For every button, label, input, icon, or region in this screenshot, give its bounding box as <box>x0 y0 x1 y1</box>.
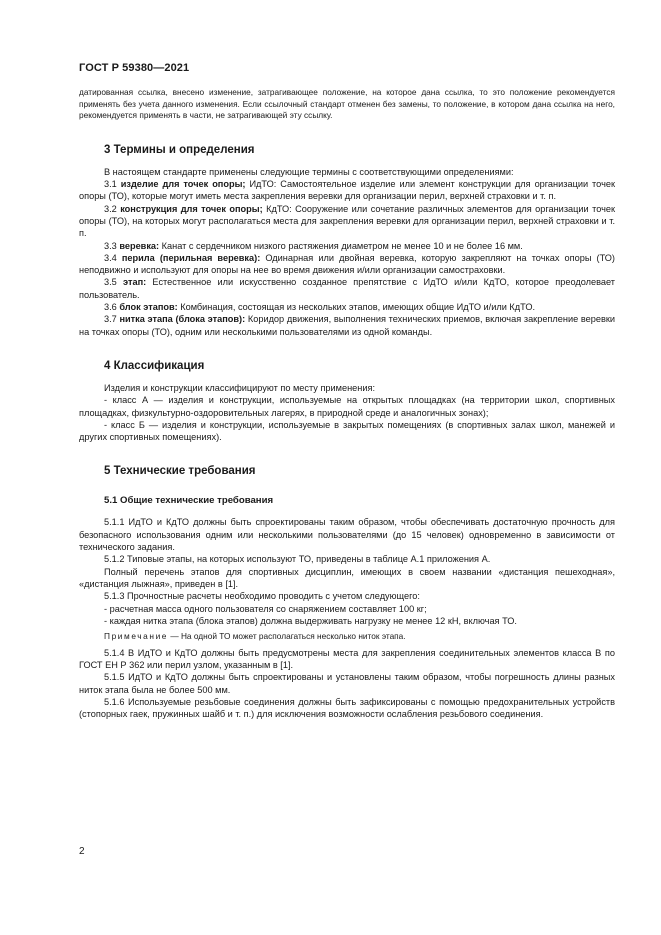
term-text: Естественное или искусственно созданное препятствие с ИдТО и/или КдТО, которое преодолевает пользователь. <box>79 277 615 300</box>
term-name: конструкция для точек опоры; <box>120 203 263 214</box>
term-name: блок этапов: <box>119 302 178 313</box>
term-number: 3.5 <box>104 277 124 288</box>
section-5-title: 5 Технические требования <box>104 465 256 478</box>
note-label: Примечание <box>104 631 169 642</box>
section-4-intro: Изделия и конструкции классифицируют по месту применения: <box>104 382 376 393</box>
term-name: этап: <box>123 277 147 288</box>
clause-5-1-6: 5.1.6 Используемые резьбовые соединения должны быть зафиксированы с помощью предохранительных устройств (стопорных гаек, пружинных шайб и т. п.) для исключения возможности ослабления резьбового соединения. <box>79 696 615 720</box>
term-number: 3.1 <box>104 179 121 190</box>
term-definition <box>79 203 615 240</box>
term-number: 3.2 <box>104 203 121 214</box>
note <box>79 631 615 643</box>
term-definition <box>79 240 615 252</box>
term-name: веревка: <box>119 240 160 251</box>
section-3-intro: В настоящем стандарте применены следующие термины с соответствующими определениями: <box>104 166 514 177</box>
clause-5-1-1: 5.1.1 ИдТО и КдТО должны быть спроектированы таким образом, чтобы обеспечивать достаточную прочность для безопасного использования одним или несколькими пользователями (до 15 человек) одновременно в зависимости от технического задания. <box>79 517 615 553</box>
term-number: 3.7 <box>104 314 120 325</box>
term-definition <box>79 178 615 203</box>
term-definition <box>79 252 615 277</box>
page-number: 2 <box>79 846 85 857</box>
term-text: Комбинация, состоящая из нескольких этапов, имеющих общие ИдТО и/или КдТО. <box>177 302 536 313</box>
term-text: Канат с сердечником низкого растяжения диаметром не менее 10 и не более 16 мм. <box>159 240 523 251</box>
requirement-item: - каждая нитка этапа (блока этапов) должна выдерживать нагрузку не менее 12 кН, включая ТО. <box>104 615 517 626</box>
term-number: 3.4 <box>104 252 122 263</box>
term-text: ИдТО: Самостоятельное изделие или элемент конструкции для организации точек опоры (ТО), которые могут иметь места закрепления веревки для организации перил, верхней страховки и т. п. <box>79 179 615 202</box>
term-number: 3.6 <box>104 302 120 313</box>
clause-5-1-3: 5.1.3 Прочностные расчеты необходимо проводить с учетом следующего: <box>104 591 420 602</box>
section-3-title: 3 Термины и определения <box>104 143 255 156</box>
clause-5-1-4: 5.1.4 В ИдТО и КдТО должны быть предусмотрены места для закрепления соединительных элементов класса В по ГОСТ ЕН Р 362 или перил узлом, указанным в [1]. <box>79 647 615 670</box>
term-text: Одинарная или двойная веревка, которую закрепляют на точках опоры (ТО) неподвижно и используют для опоры на нее во время движения и/или организации самостраховки. <box>79 252 615 276</box>
term-definition <box>79 276 615 301</box>
class-item: - класс Б — изделия и конструкции, используемые в закрытых помещениях (в спортивных залах школ, манежей и других спортивных помещениях). <box>79 419 615 443</box>
term-name: перила (перильная веревка): <box>121 252 261 263</box>
term-number: 3.3 <box>104 240 120 251</box>
term-name: изделие для точек опоры; <box>120 179 246 190</box>
term-text: КдТО: Сооружение или сочетание различных элементов для организации точек опоры (ТО), на которых могут располагаться места для закрепления веревки для организации перил, верхней страховки и т. п. <box>79 203 616 239</box>
term-name: нитка этапа (блока этапов): <box>119 314 246 325</box>
term-definition <box>79 313 615 338</box>
note-text: — На одной ТО может располагаться несколько ниток этапа. <box>168 631 406 642</box>
document-body <box>79 87 615 720</box>
class-item: - класс А — изделия и конструкции, используемые на открытых площадках (на территории школ, спортивных площадках, физкультурно-оздоровительных лагерях, в природной среде и аналогичных зонах); <box>79 395 615 418</box>
clause-5-1-2-continued: Полный перечень этапов для спортивных дисциплин, имеющих в своем названии «дистанция пешеходная», «дистанция лыжная», приведен в [1]. <box>79 566 615 589</box>
document-header: ГОСТ Р 59380—2021 <box>79 62 190 74</box>
subsection-5-1-title: 5.1 Общие технические требования <box>104 495 274 507</box>
term-definition <box>79 301 615 313</box>
term-text: Коридор движения, выполнения технических приемов, включая закрепление веревки на точках опоры (ТО), одним или несколькими пользователями из одной команды. <box>79 314 616 337</box>
clause-5-1-5: 5.1.5 ИдТО и КдТО должны быть спроектированы и установлены таким образом, чтобы погрешность длины разных ниток этапа была не более 500 мм. <box>79 672 615 695</box>
section-4-title: 4 Классификация <box>104 359 205 372</box>
clause-5-1-2: 5.1.2 Типовые этапы, на которых используют ТО, приведены в таблице А.1 приложения А. <box>104 554 491 565</box>
terms-list <box>79 178 615 338</box>
requirement-item: - расчетная масса одного пользователя со снаряжением составляет 100 кг; <box>104 603 427 614</box>
intro-paragraph: датированная ссылка, внесено изменение, затрагивающее положение, на которое дана ссылка, то это положение рекомендуется применять без учета данного изменения. Если ссылочный стандарт отменен без замены, то положение, в котором дана ссылка на него, рекомендуется применять в части, не затрагивающей эту ссылку. <box>79 87 615 121</box>
